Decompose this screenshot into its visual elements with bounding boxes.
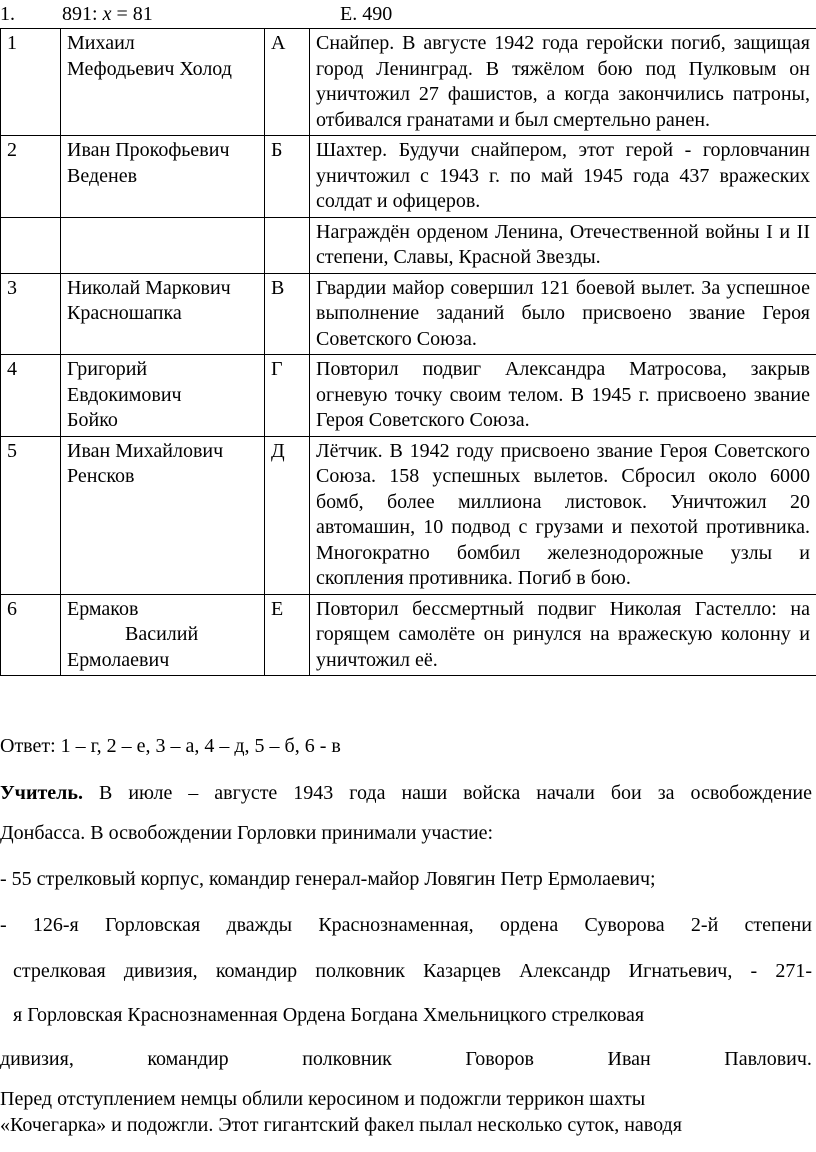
- hero-name-line: Григорий: [67, 358, 148, 380]
- hero-description: Лётчик. В 1942 году присвоено звание Героя Советского Союза. 158 успешных вылетов. Сбросил около 6000 бомб, более миллиона листовок. Уничтожил 20 автомашин, 10 подвод с грузами и пехотой противника. Многократно бомбил железнодорожные узлы и скопления противника. Погиб в бою.: [310, 436, 816, 594]
- hero-name-line: Веденев: [67, 164, 138, 187]
- hero-description: Повторил бессмертный подвиг Николая Гастелло: на горящем самолёте он ринулся на вражескую колонну и уничтожил её.: [310, 594, 816, 676]
- row-letter: Е: [265, 594, 310, 676]
- hero-name-line: Ермаков: [67, 597, 139, 620]
- hero-name-line: Василий: [125, 623, 199, 645]
- header-line: [0, 0, 816, 28]
- body-line3: - 55 стрелковый корпус, командир генерал-майор Ловягин Петр Ермолаевич;: [0, 868, 656, 890]
- line7-word: Иван: [607, 1048, 651, 1070]
- row-number: 5: [1, 436, 61, 594]
- row-number: 1: [1, 29, 61, 136]
- table-row: [1, 273, 816, 355]
- hero-description: Гвардии майор совершил 121 боевой вылет. За успешное выполнение заданий было присвоено звание Героя Советского Союза.: [310, 273, 816, 355]
- body-line5: стрелковая дивизия, командир полковник Казарцев Александр Игнатьевич, - 271-: [13, 960, 812, 982]
- hero-name-line: Иван Михайлович: [67, 439, 224, 462]
- table-row: [1, 436, 816, 594]
- line7-word: Павлович.: [724, 1048, 812, 1070]
- table-row: [1, 355, 816, 437]
- table-row: [1, 217, 816, 273]
- body-line8: Перед отступлением немцы облили керосином и подожгли террикон шахты: [0, 1088, 646, 1110]
- problem-number: 891: x = 81: [62, 3, 153, 25]
- hero-name: [61, 355, 265, 437]
- line7-word: дивизия,: [0, 1048, 74, 1070]
- teacher-label: Учитель.: [0, 782, 83, 804]
- hero-name: [61, 436, 265, 594]
- hero-name-line: Михаил: [67, 32, 135, 54]
- answer-letter: Е. 490: [340, 3, 393, 25]
- hero-name-line: Красношапка: [67, 302, 182, 324]
- hero-name-line: Николай Маркович: [67, 276, 231, 299]
- row-letter: [265, 217, 310, 273]
- table-row: [1, 594, 816, 676]
- teacher-paragraph-line1: Учитель. В июле – августе 1943 года наши войска начали бои за освобождение: [0, 782, 813, 804]
- line7-word: командир: [147, 1048, 229, 1070]
- table-row: [1, 136, 816, 218]
- hero-name-line: Мефодьевич Холод: [67, 57, 232, 80]
- hero-name-line: Ренсков: [67, 465, 135, 487]
- row-letter: Д: [265, 436, 310, 594]
- hero-name-line: Евдокимович: [67, 383, 182, 406]
- row-letter: В: [265, 273, 310, 355]
- hero-name-line: Иван Прокофьевич: [67, 139, 230, 161]
- hero-name: [61, 217, 265, 273]
- row-letter: Г: [265, 355, 310, 437]
- hero-name-line: Ермолаевич: [67, 648, 170, 671]
- row-number: [1, 217, 61, 273]
- hero-description: Награждён орденом Ленина, Отечественной войны I и II степени, Славы, Красной Звезды.: [310, 217, 816, 273]
- hero-description: Повторил подвиг Александра Матросова, закрыв огневую точку своим телом. В 1945 г. присвоено звание Героя Советского Союза.: [310, 355, 816, 437]
- hero-description: Снайпер. В августе 1942 года геройски погиб, защищая город Ленинград. В тяжёлом бою под Пулковым он уничтожил 27 фашистов, а когда закончились патроны, отбивался гранатами и был смертельно ранен.: [310, 29, 816, 136]
- line7-word: Говоров: [465, 1048, 534, 1070]
- row-letter: Б: [265, 136, 310, 218]
- row-number: 4: [1, 355, 61, 437]
- body-line6: я Горловская Краснознаменная Ордена Богдана Хмельницкого стрелковая: [13, 1004, 645, 1026]
- heroes-table: [0, 28, 816, 676]
- body-line4: - 126-я Горловская дважды Краснознаменная, ордена Суворова 2-й степени: [0, 914, 812, 936]
- body-line9: «Кочегарка» и подожгли. Этот гигантский факел пылал несколько суток, наводя: [0, 1114, 682, 1136]
- hero-name: [61, 273, 265, 355]
- body-line7: [0, 1046, 812, 1072]
- row-number: 2: [1, 136, 61, 218]
- line7-word: полковник: [302, 1048, 392, 1070]
- hero-name: [61, 594, 265, 676]
- hero-description: Шахтер. Будучи снайпером, этот герой - горловчанин уничтожил с 1943 г. по май 1945 года 437 вражеских солдат и офицеров.: [310, 136, 816, 218]
- row-number: 3: [1, 273, 61, 355]
- body-line2: Донбасса. В освобождении Горловки принимали участие:: [0, 822, 494, 844]
- item-number: 1.: [0, 3, 15, 25]
- hero-name: [61, 136, 265, 218]
- row-letter: А: [265, 29, 310, 136]
- hero-name: [61, 29, 265, 136]
- hero-name-line: Бойко: [67, 409, 118, 431]
- answer-line: Ответ: 1 – г, 2 – е, 3 – а, 4 – д, 5 – б, 6 - в: [0, 735, 341, 757]
- table-row: [1, 29, 816, 136]
- row-number: 6: [1, 594, 61, 676]
